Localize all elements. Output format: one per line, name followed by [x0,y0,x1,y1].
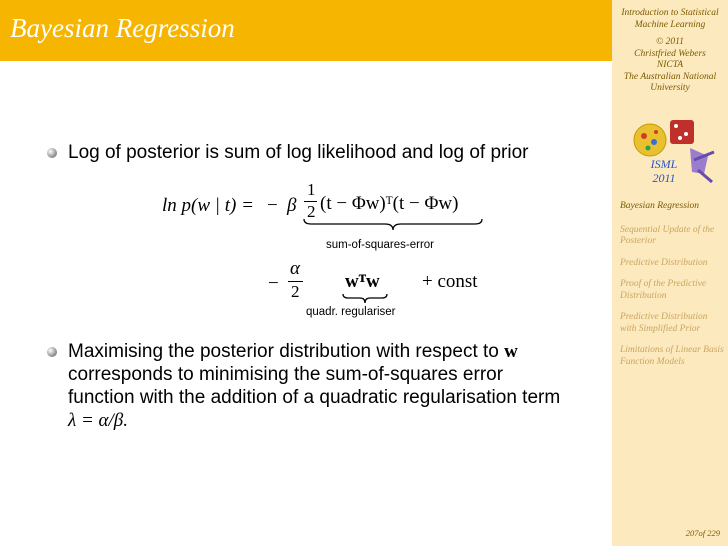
bullet-2-line-3: function with the addition of a quadratic regularisation term [68,387,561,408]
title-bar [0,0,612,61]
nav-item-limitations[interactable]: Limitations of Linear Basis Function Models [620,345,724,367]
bullet-2-line-2: corresponds to minimising the sum-of-squares error [68,364,504,385]
bullet-marker-2 [47,347,57,357]
logo-text-top: ISML [650,157,678,171]
underbrace-1-label: sum-of-squares-error [326,239,434,251]
frac1-denominator: 2 [307,202,316,221]
frac1-numerator: 1 [307,180,316,199]
page-number: 207of 229 [685,528,720,538]
university: The Australian National University [623,71,717,93]
bullet-text-2 [68,340,608,432]
slide-title: Bayesian Regression [10,13,235,43]
equation-lhs: ln p(w | t) = [162,195,254,216]
section-nav [620,201,724,378]
nav-item-sequential-update[interactable]: Sequential Update of the Posterior [620,224,715,246]
bullet-marker-1 [47,148,57,158]
sidebar [612,0,728,546]
nav-item-bayesian-regression[interactable]: Bayesian Regression [620,201,700,211]
frac2-denominator: 2 [291,282,300,301]
bullet-text-1: Log of posterior is sum of log likelihood and log of prior [68,142,529,163]
bullet-2-line-1-text: Maximising the posterior distribution with respect to [68,341,499,362]
isml-logo [620,112,720,192]
equation-expr: (t − Φw)ᵀ(t − Φw) [320,193,459,214]
underbrace-2-label: quadr. regulariser [306,306,396,318]
nav-item-simplified-prior[interactable]: Predictive Distribution with Simplified Prior [620,312,708,334]
course-name: Introduction to Statistical Machine Learning [621,8,719,30]
frac2-numerator: α [290,258,300,279]
logo-text-bottom: 2011 [652,171,676,185]
underbrace-1 [303,218,483,232]
equation-minus-1: − [267,195,278,216]
equation-const: + const [422,271,478,292]
author: Christfried Webers [634,48,706,59]
bullet-2-line-4: λ = α/β. [68,410,129,431]
nav-item-proof-predictive[interactable]: Proof of the Predictive Distribution [620,279,707,301]
bullet-2-var-w: w [504,341,518,362]
copyright: © 2011 [656,37,684,47]
sidebar-info [612,8,728,95]
equation-wtw: wᵀw [345,271,380,292]
equation-minus-2: − [268,273,279,294]
underbrace-2 [342,293,388,305]
equation-beta: β [287,195,297,216]
bullet-2-line-1 [68,340,608,363]
organisation: NICTA [656,60,684,70]
nav-item-predictive-distribution[interactable]: Predictive Distribution [620,257,708,268]
